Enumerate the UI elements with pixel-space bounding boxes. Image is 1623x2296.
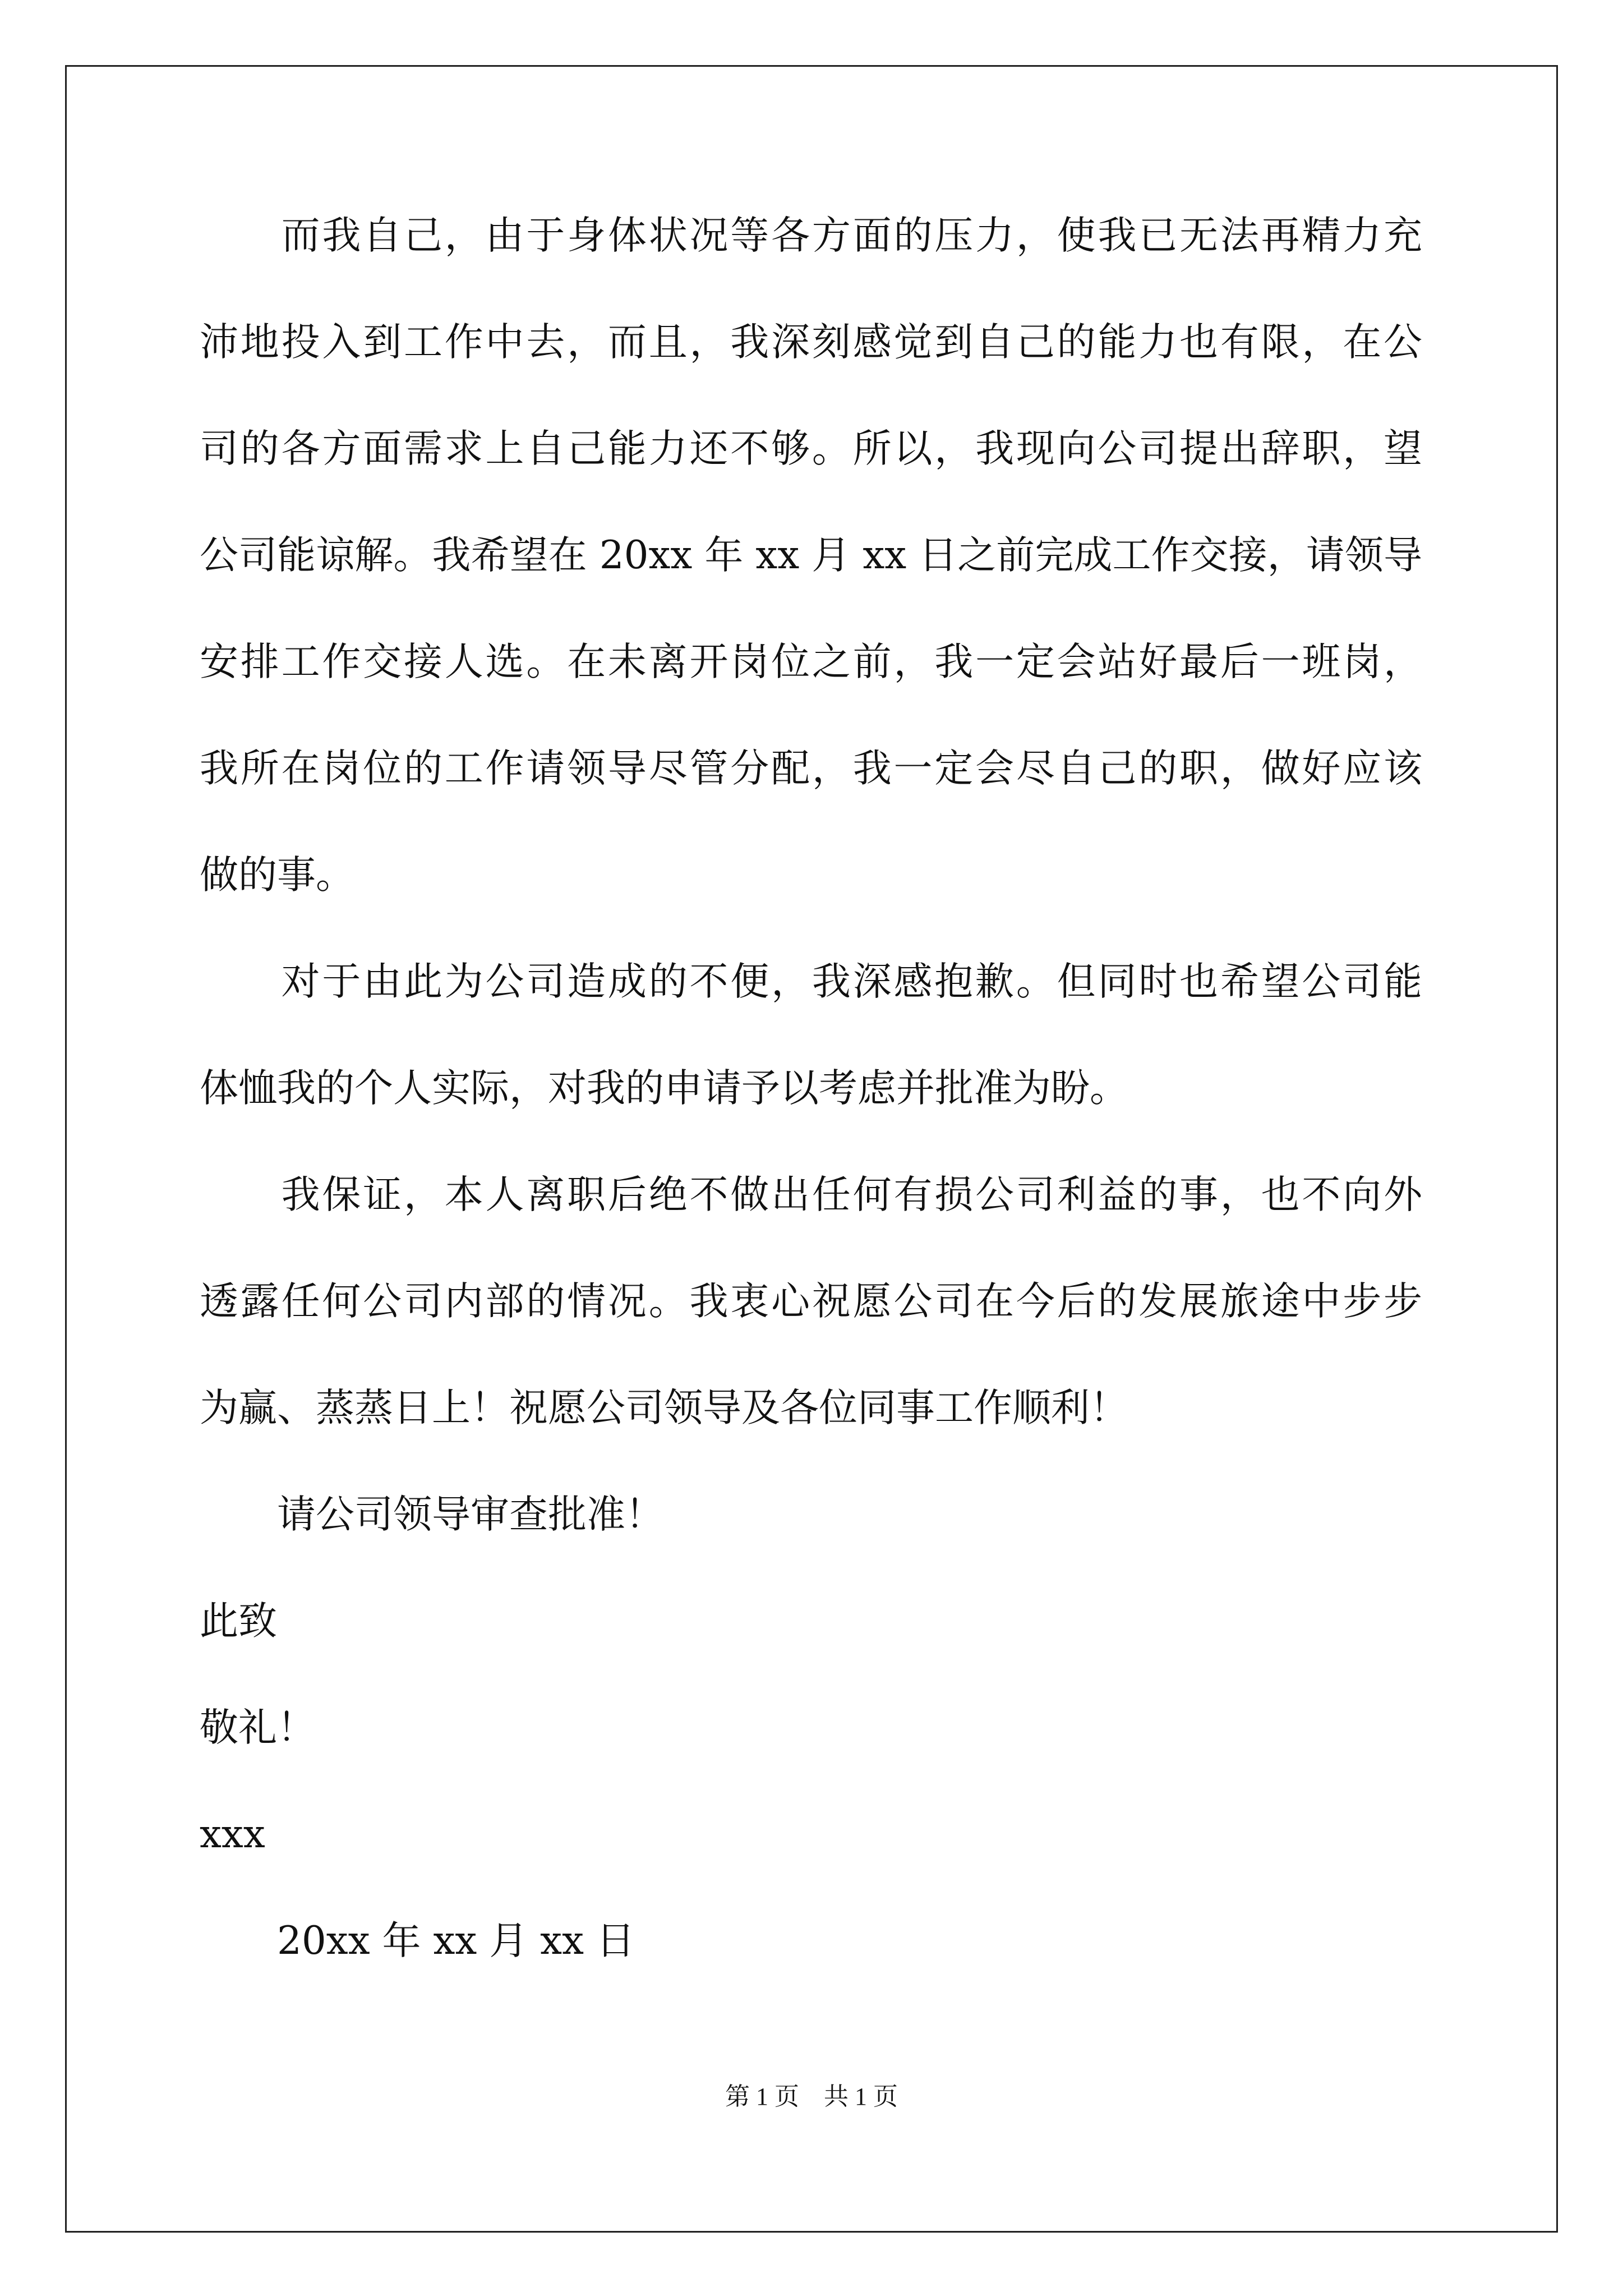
- body-line: 对于由此为公司造成的不便，我深感抱歉。但同时也希望公司能: [200, 959, 1422, 1004]
- body-line: 我所在岗位的工作请领导尽管分配，我一定会尽自己的职，做好应该: [200, 746, 1422, 791]
- signature-date: 20xx 年 xx 月 xx 日: [200, 1918, 635, 1963]
- body-line: 安排工作交接人选。在未离开岗位之前，我一定会站好最后一班岗，: [200, 639, 1422, 684]
- page-frame: [65, 65, 1558, 2233]
- body-line: 我保证，本人离职后绝不做出任何有损公司利益的事，也不向外: [200, 1172, 1422, 1217]
- body-line: 透露任何公司内部的情况。我衷心祝愿公司在今后的发展旅途中步步: [200, 1279, 1422, 1324]
- signature-name: xxx: [200, 1812, 265, 1857]
- body-line: 为赢、蒸蒸日上！祝愿公司领导及各位同事工作顺利！: [200, 1386, 1128, 1430]
- body-line: 而我自己，由于身体状况等各方面的压力，使我已无法再精力充: [200, 213, 1422, 258]
- body-line: 司的各方面需求上自己能力还不够。所以，我现向公司提出辞职，望: [200, 426, 1422, 471]
- body-line: 请公司领导审查批准！: [200, 1492, 664, 1537]
- body-line: 公司能谅解。我希望在 20xx 年 xx 月 xx 日之前完成工作交接，请领导: [200, 533, 1422, 578]
- page-number-footer: 第 1 页 共 1 页: [725, 2083, 898, 2110]
- body-line: 做的事。: [200, 853, 354, 898]
- body-line: 沛地投入到工作中去，而且，我深刻感觉到自己的能力也有限，在公: [200, 320, 1422, 365]
- body-line: 体恤我的个人实际，对我的申请予以考虑并批准为盼。: [200, 1066, 1128, 1111]
- closing-salutation: 此致: [200, 1599, 277, 1644]
- closing-regards: 敬礼！: [200, 1705, 316, 1750]
